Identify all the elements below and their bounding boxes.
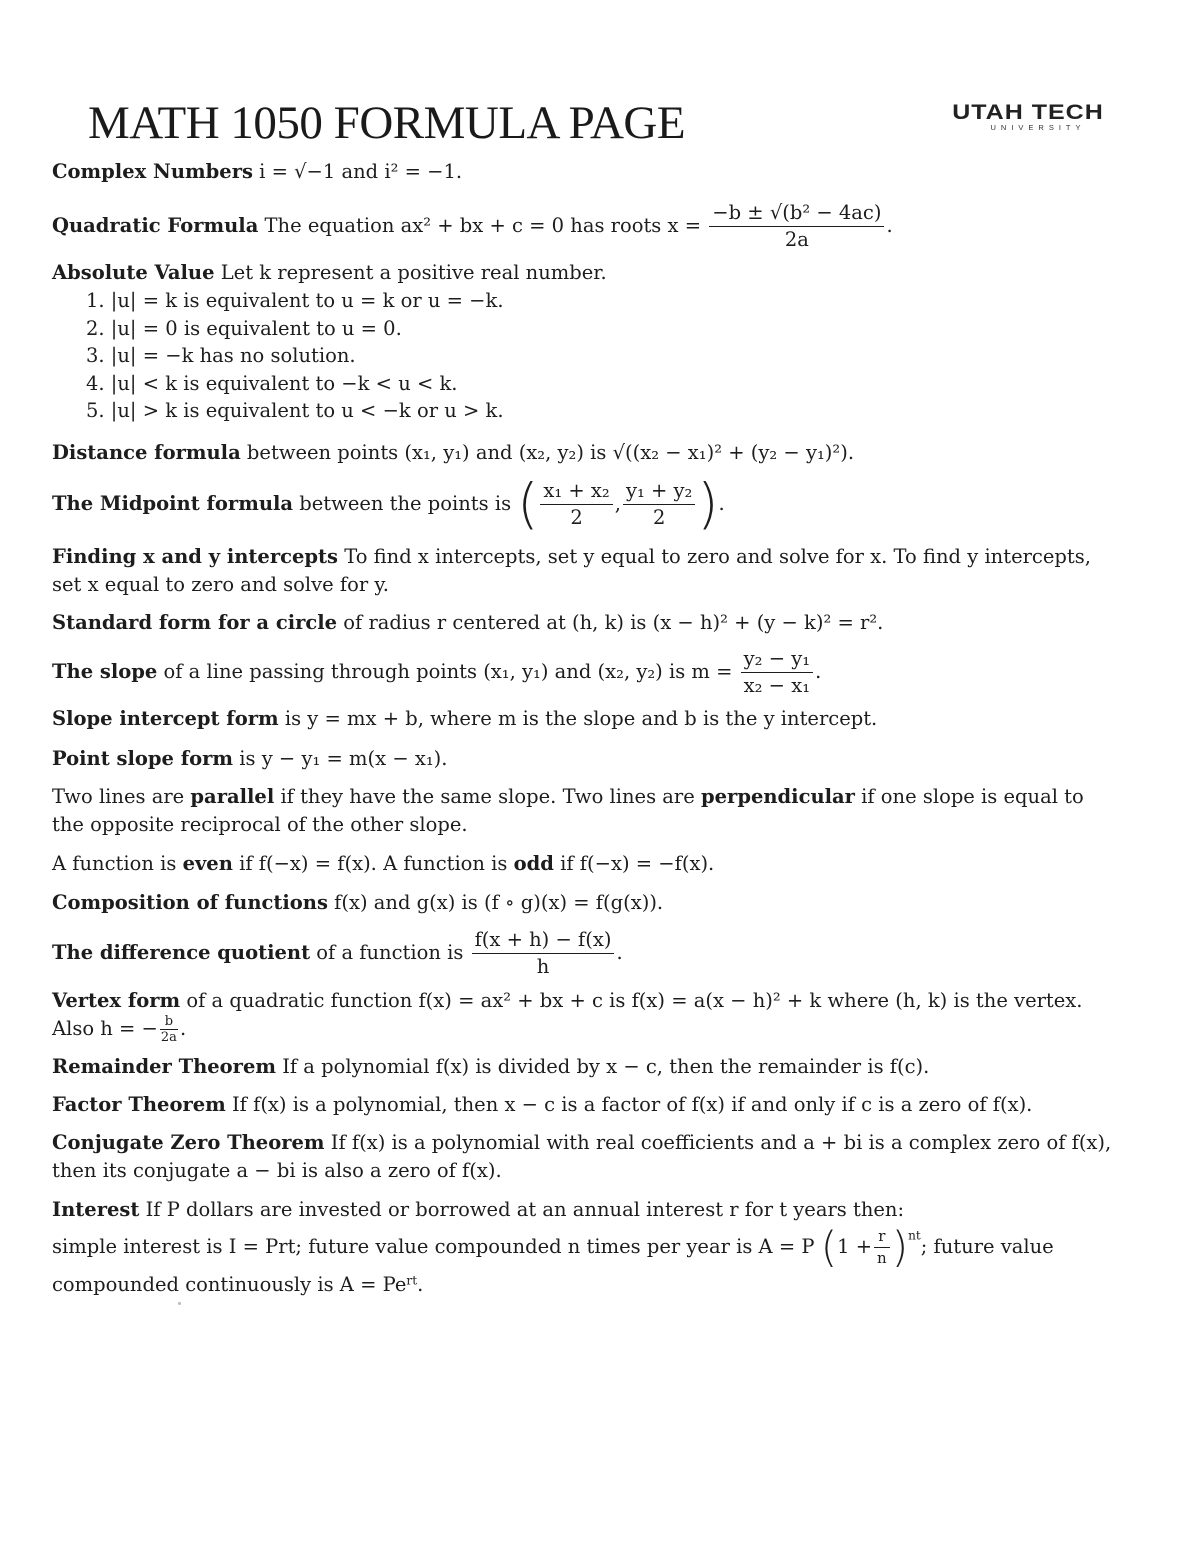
quadratic-heading: Quadratic Formula: [52, 214, 259, 237]
slope-text: of a line passing through points (x₁, y₁) and (x₂, y₂) is m =: [163, 660, 733, 683]
list-item: 4. |u| < k is equivalent to −k < u < k.: [86, 372, 458, 395]
compound-frac-num: r: [874, 1228, 890, 1248]
quadratic-fraction: [709, 202, 884, 252]
midpoint-x-num: x₁ + x₂: [540, 480, 612, 505]
intercepts-heading: Finding x and y intercepts: [52, 545, 339, 568]
slope-intercept-line: [52, 705, 877, 733]
even-odd-line: [52, 850, 714, 878]
point-slope-line: [52, 745, 447, 773]
left-paren: (: [517, 472, 539, 536]
interest-line: [52, 1196, 904, 1224]
parallel-text-1: Two lines are: [52, 785, 185, 808]
slope-intercept-heading: Slope intercept form: [52, 707, 279, 730]
list-item: 3. |u| = −k has no solution.: [86, 344, 356, 367]
vertex-h-den: 2a: [160, 1029, 177, 1045]
perpendicular-word: perpendicular: [701, 785, 855, 808]
conjugate-paragraph: [52, 1129, 1114, 1185]
logo-text: UTAH TECH: [952, 100, 1104, 124]
midpoint-y-fraction: [623, 480, 695, 530]
complex-text: i = √−1 and i² = −1.: [259, 160, 463, 183]
composition-heading: Composition of functions: [52, 891, 328, 914]
factor-heading: Factor Theorem: [52, 1093, 226, 1116]
quadratic-line: Quadratic Formula The equation ax² + bx + c = 0 has roots x = $\frac{\text{−b ± √(b² − 4ac)}}{2a}$ .: [52, 200, 893, 251]
conjugate-heading: Conjugate Zero Theorem: [52, 1131, 325, 1154]
remainder-line: [52, 1053, 929, 1081]
midpoint-y-num: y₁ + y₂: [623, 480, 695, 505]
difference-denominator: h: [536, 955, 550, 978]
continuous-exponent: rt: [406, 1273, 418, 1288]
distance-heading: Distance formula: [52, 441, 241, 464]
page-title: MATH 1050 FORMULA PAGE: [88, 97, 686, 149]
complex-heading: Complex Numbers: [52, 160, 253, 183]
parallel-word: parallel: [190, 785, 275, 808]
even-odd-text-1: A function is: [52, 852, 177, 875]
parallel-paragraph: [52, 783, 1114, 839]
absolute-text: Let k represent a positive real number.: [220, 261, 607, 284]
simple-interest-text: simple interest is I = Prt; future value compounded n times per year is A = P: [52, 1235, 815, 1258]
midpoint-x-fraction: [540, 480, 612, 530]
vertex-text: of a quadratic function f(x) = ax² + bx + c is f(x) = a(x − h)² + k where (h, k) is the vertex.: [186, 989, 1083, 1012]
point-slope-text: is y − y₁ = m(x − x₁).: [239, 747, 448, 770]
midpoint-heading: The Midpoint formula: [52, 492, 294, 515]
interest-formula-line: [52, 1222, 1054, 1272]
remainder-text: If a polynomial f(x) is divided by x − c, then the remainder is f(c).: [282, 1055, 930, 1078]
difference-text: of a function is: [316, 941, 464, 964]
difference-fraction: [472, 929, 615, 979]
distance-line: [52, 439, 854, 467]
vertex-also: Also h = −: [52, 1017, 158, 1041]
vertex-paragraph: Vertex form of a quadratic function f(x) = ax² + bx + c is f(x) = a(x − h)² + k where (h, k) is the vertex. Also h = − $\frac{b}{2a}$ .: [52, 989, 1083, 1045]
logo-subtext: UNIVERSITY: [990, 123, 1086, 132]
remainder-heading: Remainder Theorem: [52, 1055, 276, 1078]
quadratic-text: The equation ax² + bx + c = 0 has roots x =: [264, 214, 702, 237]
point-slope-heading: Point slope form: [52, 747, 234, 770]
factor-line: [52, 1091, 1032, 1119]
parallel-text-2: if they have the same slope. Two lines are: [280, 785, 695, 808]
conjugate-text: If f(x) is a polynomial with real coefficients and a + bi is a complex zero of f(x), then its conjugate a − bi is also a zero of f(x).: [52, 1131, 1112, 1182]
scan-speck: [178, 1302, 181, 1305]
even-word: even: [182, 852, 233, 875]
even-odd-text-2: if f(−x) = f(x). A function is: [239, 852, 508, 875]
right-paren: ): [891, 1222, 909, 1272]
midpoint-text: between the points is: [299, 492, 512, 515]
midpoint-x-den: 2: [570, 506, 583, 529]
compound-exponent: nt: [908, 1228, 921, 1243]
slope-numerator: y₂ − y₁: [741, 648, 813, 673]
list-item: 1. |u| = k is equivalent to u = k or u = −k.: [86, 289, 504, 312]
absolute-heading: Absolute Value: [52, 261, 215, 284]
odd-word: odd: [513, 852, 554, 875]
midpoint-line: The Midpoint formula between the points is ( $\frac{\text{x₁ + x₂}}{2}$ , $\frac{\text{y₁ + y₂}}{2}$ ).: [52, 472, 725, 536]
intercepts-text: To find x intercepts, set y equal to zero and solve for x. To find y intercepts, set x equal to zero and solve for y.: [52, 545, 1091, 596]
interest-heading: Interest: [52, 1198, 140, 1221]
slope-heading: The slope: [52, 660, 158, 683]
compound-frac-den: n: [877, 1249, 887, 1267]
continuous-text: compounded continuously is A = Pe: [52, 1273, 407, 1296]
slope-fraction: [741, 648, 813, 698]
slope-intercept-text: is y = mx + b, where m is the slope and b is the y intercept.: [284, 707, 878, 730]
difference-numerator: f(x + h) − f(x): [472, 929, 615, 954]
composition-line: [52, 889, 663, 917]
difference-heading: The difference quotient: [52, 941, 311, 964]
even-odd-text-3: if f(−x) = −f(x).: [560, 852, 715, 875]
midpoint-y-den: 2: [652, 506, 666, 529]
continuous-line: [52, 1271, 423, 1299]
slope-denominator: x₂ − x₁: [743, 674, 811, 697]
distance-text: between points (x₁, y₁) and (x₂, y₂) is: [246, 441, 607, 464]
circle-line: [52, 609, 883, 637]
compound-fraction: [874, 1228, 890, 1268]
vertex-h-fraction: [160, 1015, 178, 1044]
composition-text: f(x) and g(x) is (f ∘ g)(x) = f(g(x)).: [334, 891, 664, 914]
list-item: 2. |u| = 0 is equivalent to u = 0.: [86, 317, 402, 340]
circle-text: of radius r centered at (h, k) is (x − h)² + (y − k)² = r².: [343, 611, 884, 634]
university-logo: [948, 100, 1108, 132]
left-paren: (: [820, 1222, 838, 1272]
difference-quotient-line: The difference quotient of a function is $\frac{f(x + h) - f(x)}{h}$ .: [52, 927, 623, 978]
vertex-heading: Vertex form: [52, 989, 181, 1012]
complex-numbers-line: [52, 158, 462, 186]
list-item: 5. |u| > k is equivalent to u < −k or u > k.: [86, 399, 504, 422]
vertex-h-num: b: [160, 1015, 178, 1030]
intercepts-paragraph: [52, 543, 1114, 599]
distance-formula: √((x₂ − x₁)² + (y₂ − y₁)²).: [612, 441, 855, 464]
interest-text: If P dollars are invested or borrowed at an annual interest r for t years then:: [145, 1198, 905, 1221]
quadratic-numerator: −b ± √(b² − 4ac): [709, 202, 884, 227]
compound-paren-inner: 1 +: [837, 1235, 873, 1258]
factor-text: If f(x) is a polynomial, then x − c is a factor of f(x) if and only if c is a zero of f(x).: [231, 1093, 1033, 1116]
continuous-end: .: [417, 1273, 424, 1296]
circle-heading: Standard form for a circle: [52, 611, 338, 634]
future-value-text: ; future value: [920, 1235, 1054, 1258]
quadratic-denominator: 2a: [784, 228, 809, 251]
slope-line: The slope of a line passing through points (x₁, y₁) and (x₂, y₂) is m = $\frac{\text{y₂ − y₁}}{\text{x₂ − x₁}}$ .: [52, 646, 822, 697]
absolute-line: [52, 259, 607, 287]
parallel-text-3: if one slope is equal to the opposite reciprocal of the other slope.: [52, 785, 1084, 836]
right-paren: ): [697, 472, 719, 536]
